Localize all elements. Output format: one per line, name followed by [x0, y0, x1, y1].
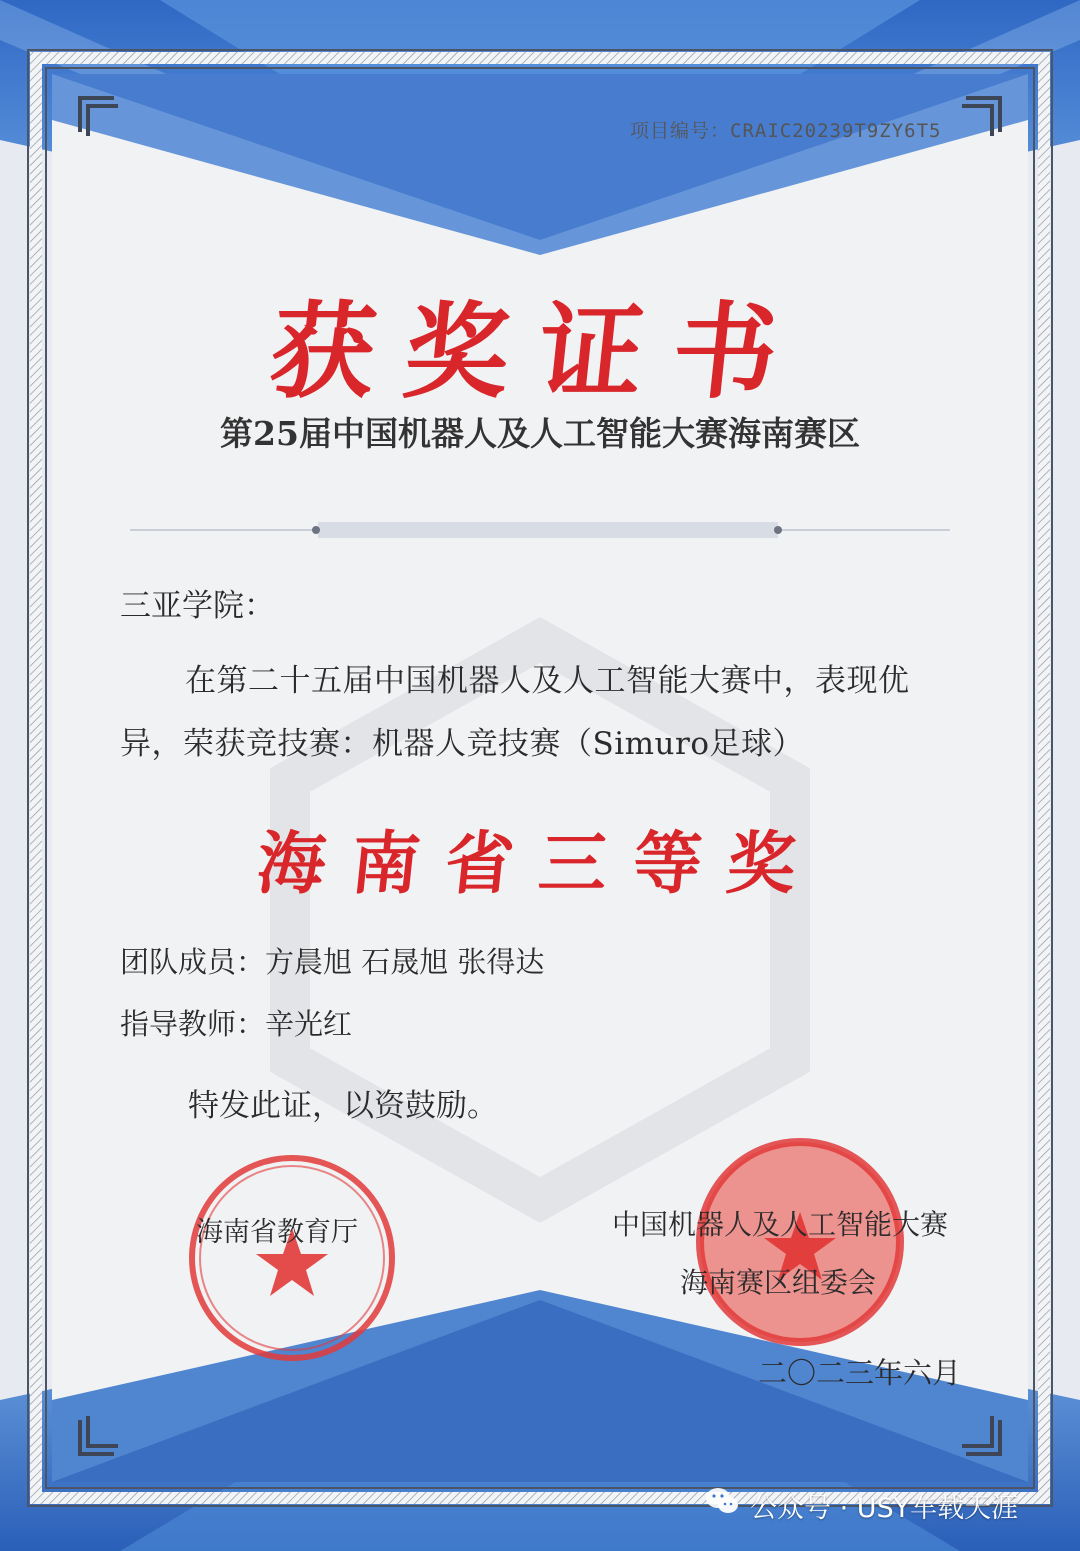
award-level: 海南省三等奖: [253, 824, 826, 904]
recipient: 三亚学院：: [120, 588, 275, 624]
instructor: 指导教师：辛光红: [120, 1007, 353, 1041]
team-members: 团队成员：方晨旭 石晟旭 张得达: [120, 945, 545, 979]
issuer-left: 海南省教育厅: [196, 1217, 358, 1248]
issuer-right-line-1: 中国机器人及人工智能大赛: [612, 1208, 949, 1241]
issuer-right-line-2: 海南赛区组委会: [680, 1266, 877, 1299]
body-text-line-2: 异，荣获竞技赛：机器人竞技赛（Simuro足球）: [120, 726, 804, 762]
competition-subtitle: 第25届中国机器人及人工智能大赛海南赛区: [220, 414, 860, 453]
certificate-title: 获奖证书: [264, 290, 814, 413]
body-text-line-1: 在第二十五届中国机器人及人工智能大赛中，表现优: [185, 663, 910, 699]
closing-statement: 特发此证，以资鼓励。: [188, 1088, 498, 1124]
issue-date: 二〇二三年六月: [758, 1356, 962, 1390]
project-number: 项目编号：CRAIC20239T9ZY6T5: [630, 120, 942, 142]
education-department-seal: [180, 1150, 410, 1370]
wechat-icon: [704, 1486, 740, 1516]
footer-watermark: 公众号 · USY车载天涯: [750, 1493, 1019, 1524]
